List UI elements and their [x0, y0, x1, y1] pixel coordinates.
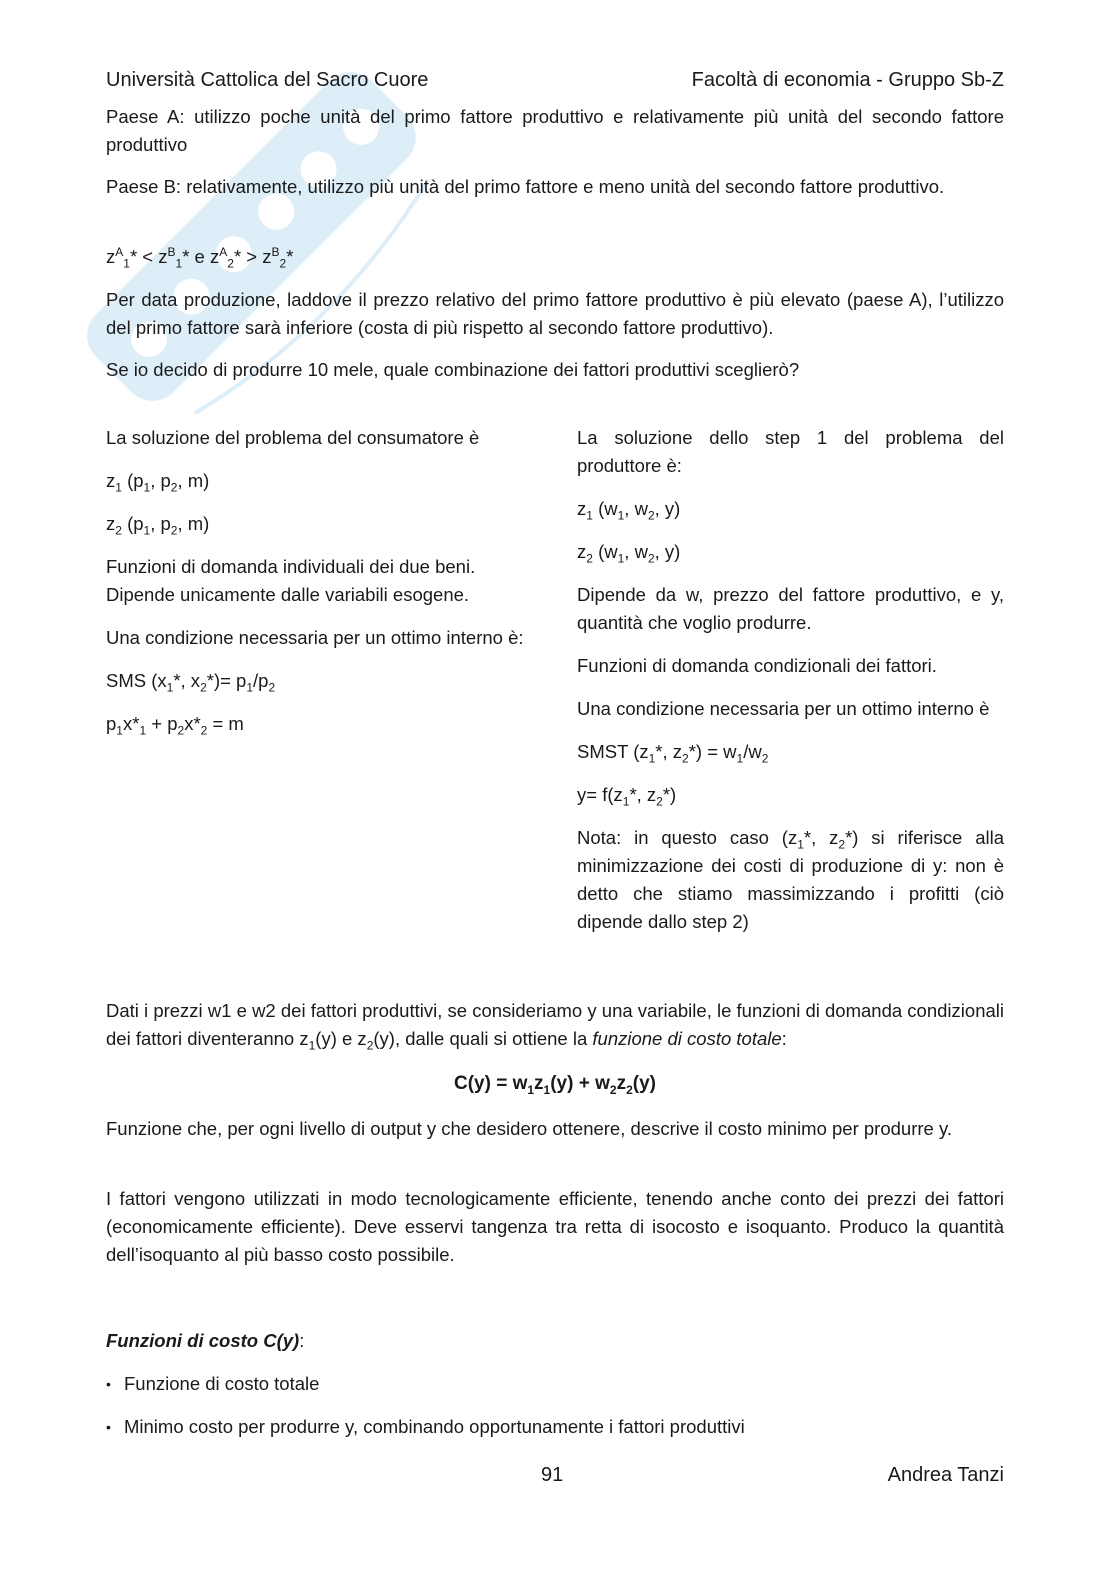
budget-formula: $p_1x*_1 + p_2x*_2 = m$ [106, 713, 244, 738]
list-item: • Funzione di costo totale [106, 1370, 1004, 1398]
cost-description: Funzione che, per ogni livello di output y che desidero ottenere, descrive il costo minimo per produrre y. [106, 1118, 952, 1139]
producer-z2: $z_2$ ($w_1$, $w_2$, y) [577, 541, 681, 566]
header-university: Università Cattolica del Sacro Cuore [106, 69, 429, 91]
list-item: • Minimo costo per produrre y, combinando opportunamente i fattori produttivi [106, 1413, 1004, 1441]
producer-dependence: Dipende da w, prezzo del fattore produttivo, e y, quantità che voglio produrre. [577, 584, 1004, 633]
producer-intro: La soluzione dello step 1 del problema del produttore è: [577, 427, 1004, 476]
cost-bullet-list [106, 1370, 1004, 1456]
page-header [106, 66, 1004, 94]
efficiency-paragraph: I fattori vengono utilizzati in modo tecnologicamente efficiente, tenendo anche conto dei prezzi dei fattori (economicamente efficiente). Deve esservi tangenza tra retta di isocosto e isoquanto. Produco la quantità dell’isoquanto al più basso costo possibile. [106, 1188, 1004, 1265]
paese-a-paragraph: Paese A: utilizzo poche unità del primo fattore produttivo e relativamente più unità del secondo fattore produttivo [106, 106, 1004, 155]
consumer-z1: $z_1$ ($p_1$, $p_2$, m) [106, 470, 210, 495]
producer-conditional-demand: Funzioni di domanda condizionali dei fattori. [577, 655, 937, 676]
per-data-paragraph: Per data produzione, laddove il prezzo relativo del primo fattore produttivo è più elevato (paese A), l’utilizzo del primo fattore sarà inferiore (costa di più rispetto al secondo fattore produttivo). [106, 289, 1004, 338]
producer-column [577, 424, 1004, 951]
producer-condition: Una condizione necessaria per un ottimo interno è [577, 698, 990, 719]
page-number: 91 [541, 1464, 564, 1486]
consumer-condition: Una condizione necessaria per un ottimo interno è: [106, 627, 524, 648]
cost-formula: $C(y) = w_1z_1(y) + w_2z_2(y)$ [453, 1073, 656, 1097]
footer-author: Andrea Tanzi [887, 1464, 1004, 1486]
producer-note: Nota: in questo caso ($z_1*$, $z_2*$) si riferisce alla minimizzazione dei costi di produzione di y: non è detto che stiamo massimizzando i profitti (ciò dipende dallo step 2) [577, 827, 1004, 932]
consumer-column [106, 424, 532, 753]
paese-b-paragraph: Paese B: relativamente, utilizzo più unità del primo fattore e meno unità del secondo fattore produttivo. [106, 176, 945, 197]
question-paragraph: Se io decido di produrre 10 mele, quale combinazione dei fattori produttivi sceglierò? [106, 359, 800, 380]
header-faculty: Facoltà di economia - Gruppo Sb-Z [691, 69, 1004, 91]
dati-paragraph: Dati i prezzi w1 e w2 dei fattori produttivi, se consideriamo y una variabile, le funzioni di domanda condizionali dei fattori diventeranno $z_1(y)$ e $z_2(y)$, dalle quali si ottiene la funzione di costo totale: [106, 1000, 1004, 1053]
smst-formula: SMST ($z_1*$, $z_2*) = w_1/w_2$ [577, 741, 769, 766]
consumer-demand-functions: Funzioni di domanda individuali dei due beni. Dipende unicamente dalle variabili esogene. [106, 556, 476, 605]
section-heading: Funzioni di costo C(y): [106, 1330, 305, 1351]
consumer-intro: La soluzione del problema del consumatore è [106, 427, 480, 448]
producer-z1: $z_1$ ($w_1$, $w_2$, y) [577, 498, 681, 523]
production-function: $y= f(z_1*$, $z_2*$) [577, 784, 677, 809]
inequality-formula: $z^A_1* < z^B_1*$ e $z^A_2* > z^B_2*$ [106, 244, 294, 271]
sms-formula: SMS ($x_1*$, $x_2*)= p_1/p_2$ [106, 670, 276, 695]
consumer-z2: $z_2$ ($p_1$, $p_2$, m) [106, 513, 210, 538]
